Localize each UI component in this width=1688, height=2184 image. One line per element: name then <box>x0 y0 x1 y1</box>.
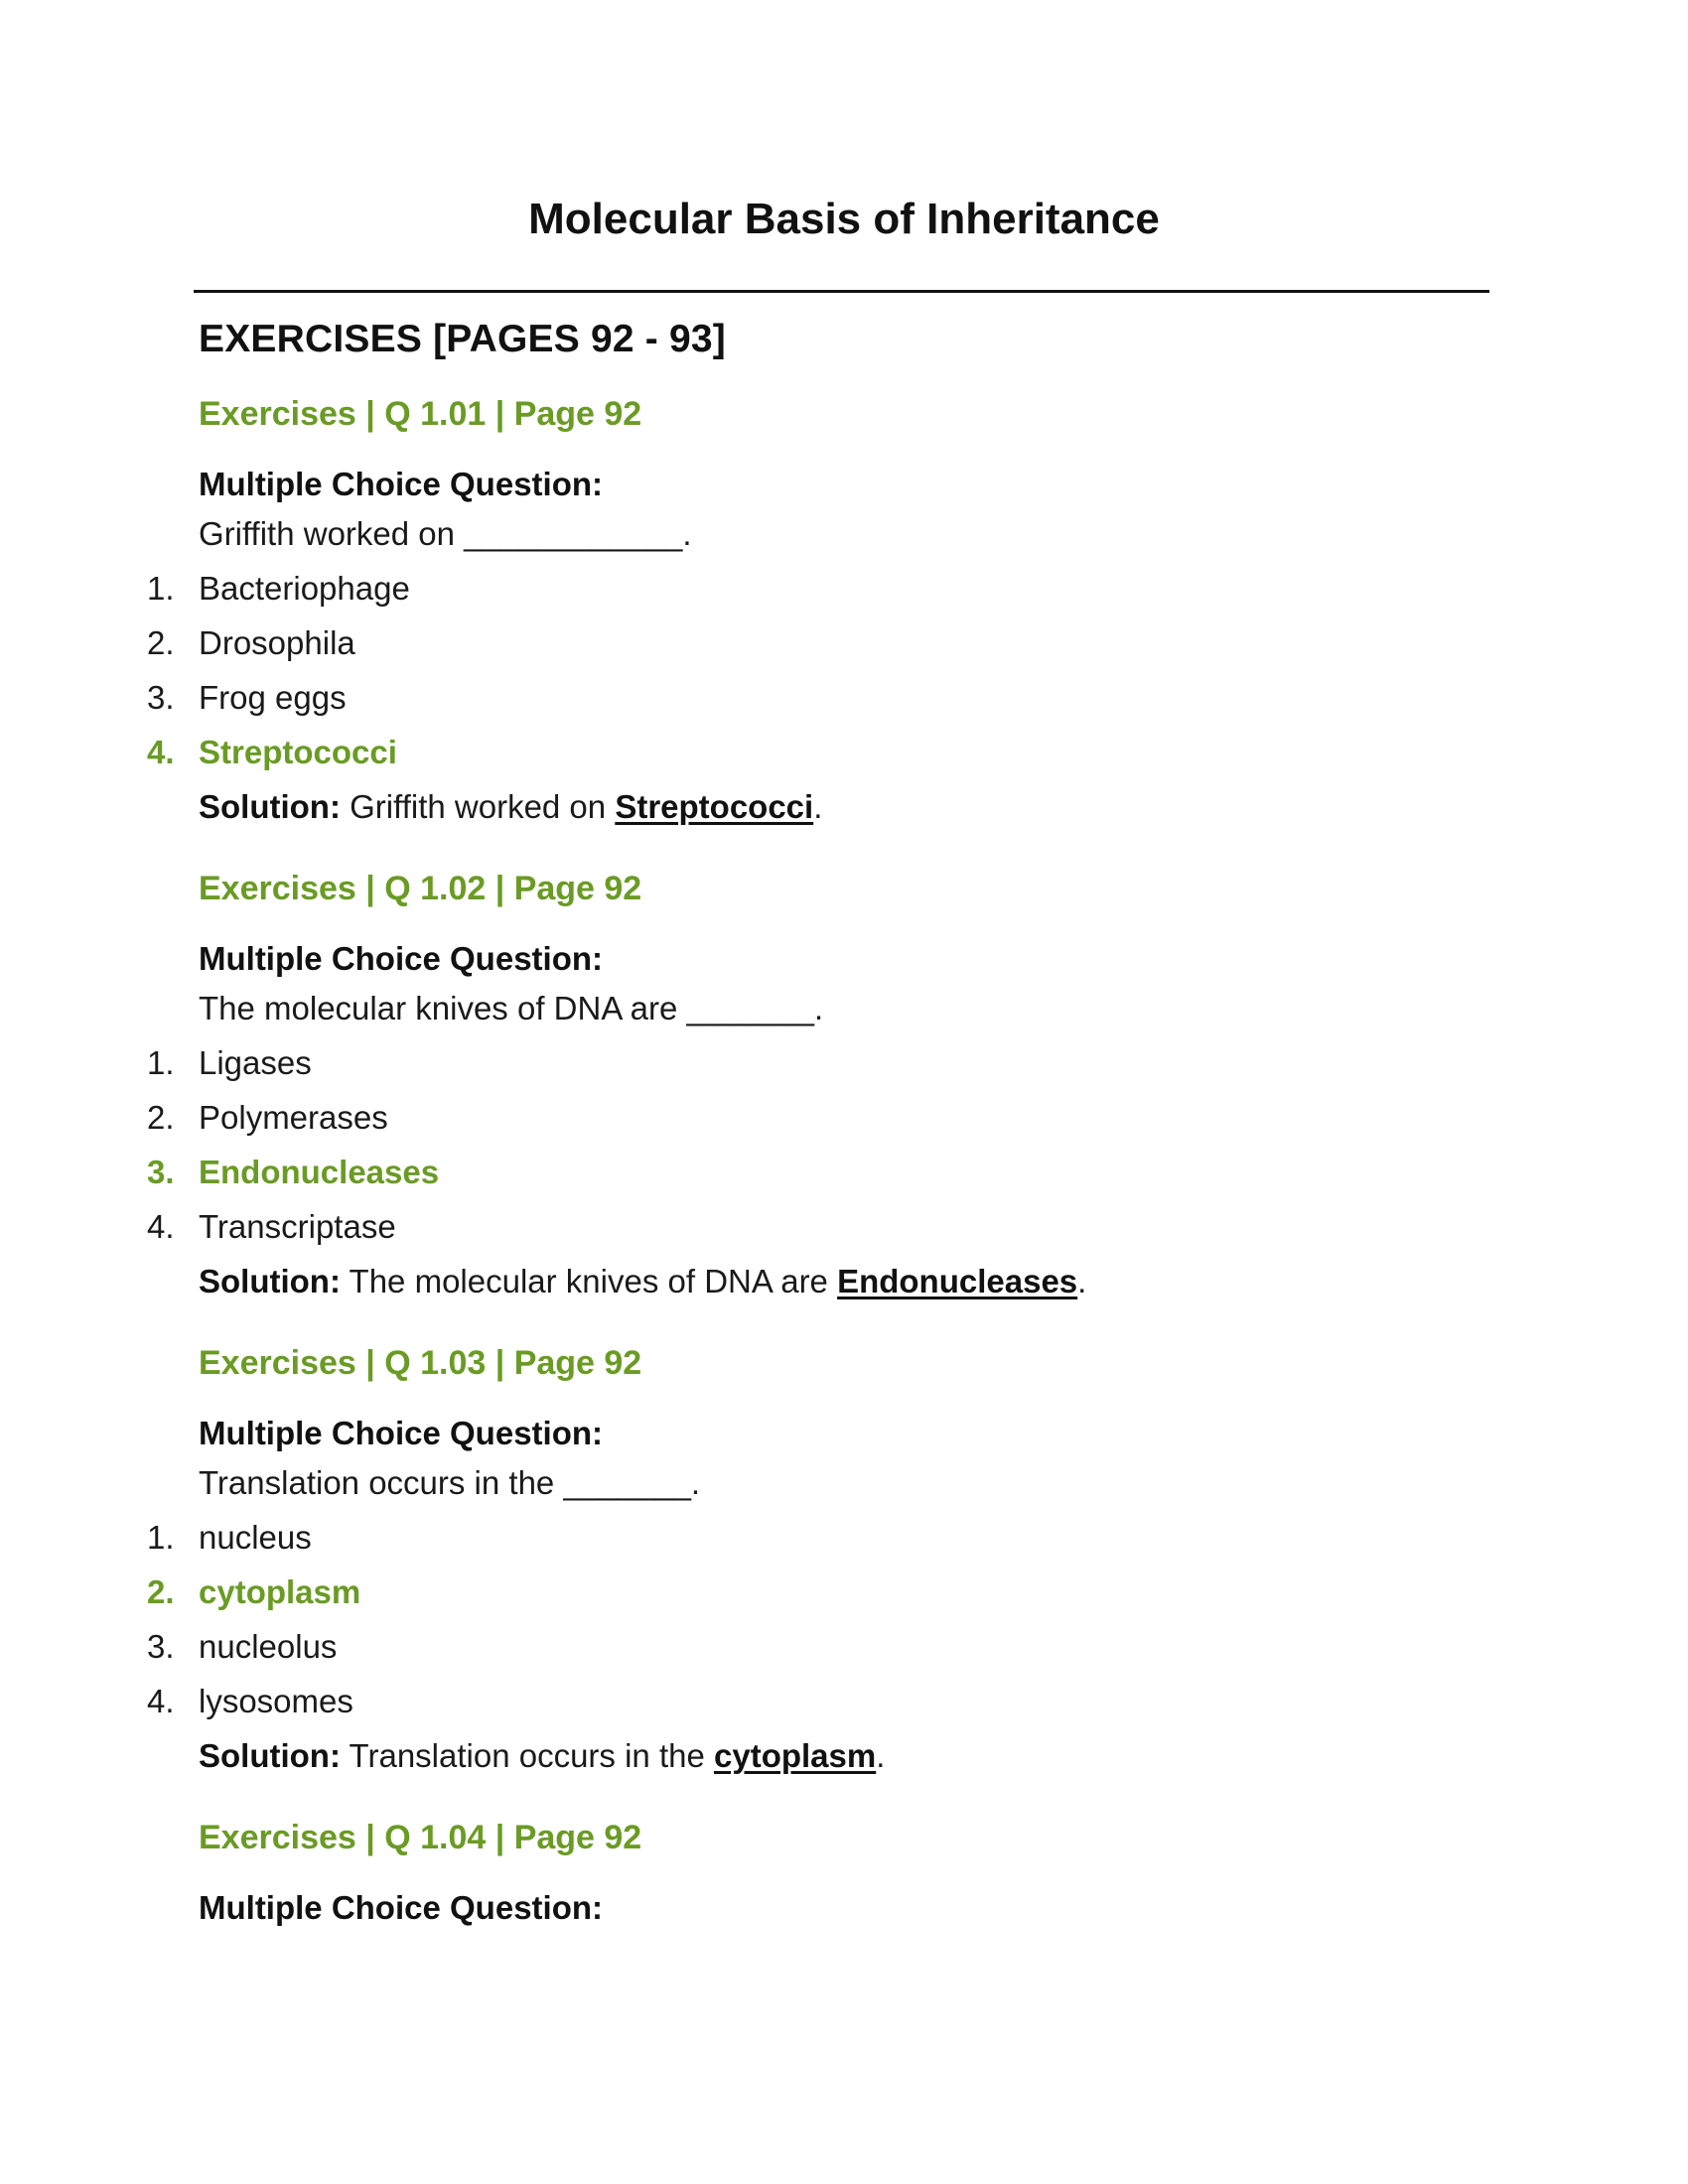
option-number: 1. <box>147 1044 175 1081</box>
section-heading: EXERCISES [PAGES 92 - 93] <box>199 318 726 360</box>
option-number: 2. <box>147 1573 175 1610</box>
option-text: Ligases <box>199 1044 312 1081</box>
option-list <box>0 1042 1688 1248</box>
option-number: 3. <box>147 1628 175 1665</box>
option-text: Transcriptase <box>199 1208 396 1245</box>
question-type: Multiple Choice Question: <box>199 940 604 977</box>
option-item <box>0 677 1688 719</box>
title-divider <box>194 290 1489 293</box>
option-item <box>0 1206 1688 1248</box>
option-text: nucleolus <box>199 1628 338 1665</box>
question-reference[interactable]: Exercises | Q 1.04 | Page 92 <box>199 1819 642 1856</box>
question-stem: The molecular knives of DNA are _______. <box>199 990 824 1026</box>
option-number: 1. <box>147 1519 175 1556</box>
option-item <box>0 568 1688 610</box>
question-block-1 <box>0 393 1688 828</box>
option-text: Bacteriophage <box>199 570 410 607</box>
solution-suffix: . <box>876 1737 886 1774</box>
option-list <box>0 568 1688 773</box>
solution-answer: Endonucleases <box>837 1263 1078 1299</box>
question-type: Multiple Choice Question: <box>199 1889 604 1926</box>
question-type: Multiple Choice Question: <box>199 1415 604 1451</box>
option-number: 4. <box>147 734 175 770</box>
question-block-3 <box>0 1342 1688 1777</box>
option-number: 2. <box>147 624 175 661</box>
solution-text: Translation occurs in the <box>340 1737 714 1774</box>
option-text: lysosomes <box>199 1683 353 1719</box>
solution-label: Solution: <box>199 1737 341 1774</box>
solution-suffix: . <box>1077 1263 1087 1299</box>
option-number: 3. <box>147 1154 175 1190</box>
option-item <box>0 1626 1688 1668</box>
solution-suffix: . <box>813 788 823 825</box>
option-item <box>0 1097 1688 1139</box>
solution <box>199 1735 1688 1777</box>
option-list <box>0 1517 1688 1722</box>
question-block-4 <box>0 1817 1688 1928</box>
option-text: nucleus <box>199 1519 312 1556</box>
question-type: Multiple Choice Question: <box>199 466 604 502</box>
option-item <box>0 1517 1688 1559</box>
option-item <box>0 1042 1688 1084</box>
option-item-correct <box>0 1152 1688 1193</box>
option-text: Drosophila <box>199 624 355 661</box>
option-number: 2. <box>147 1099 175 1136</box>
solution-text: The molecular knives of DNA are <box>340 1263 838 1299</box>
option-item <box>0 1681 1688 1722</box>
option-item <box>0 622 1688 664</box>
option-text: Polymerases <box>199 1099 388 1136</box>
page-title: Molecular Basis of Inheritance <box>528 195 1160 243</box>
option-number: 3. <box>147 679 175 716</box>
option-text: Streptococci <box>199 734 397 770</box>
question-reference[interactable]: Exercises | Q 1.02 | Page 92 <box>199 870 642 907</box>
document-content <box>0 316 1688 1937</box>
question-block-2 <box>0 868 1688 1302</box>
option-text: Endonucleases <box>199 1154 440 1190</box>
solution-label: Solution: <box>199 1263 341 1299</box>
option-number: 1. <box>147 570 175 607</box>
option-text: cytoplasm <box>199 1573 361 1610</box>
question-reference[interactable]: Exercises | Q 1.03 | Page 92 <box>199 1344 642 1382</box>
option-item-correct <box>0 1571 1688 1613</box>
solution <box>199 786 1688 828</box>
solution-answer: Streptococci <box>615 788 814 825</box>
option-number: 4. <box>147 1208 175 1245</box>
question-stem: Griffith worked on ____________. <box>199 515 692 552</box>
question-stem: Translation occurs in the _______. <box>199 1464 701 1501</box>
option-text: Frog eggs <box>199 679 347 716</box>
solution <box>199 1261 1688 1302</box>
option-item-correct <box>0 732 1688 773</box>
solution-answer: cytoplasm <box>714 1737 877 1774</box>
solution-text: Griffith worked on <box>340 788 616 825</box>
question-reference[interactable]: Exercises | Q 1.01 | Page 92 <box>199 395 642 433</box>
solution-label: Solution: <box>199 788 341 825</box>
option-number: 4. <box>147 1683 175 1719</box>
